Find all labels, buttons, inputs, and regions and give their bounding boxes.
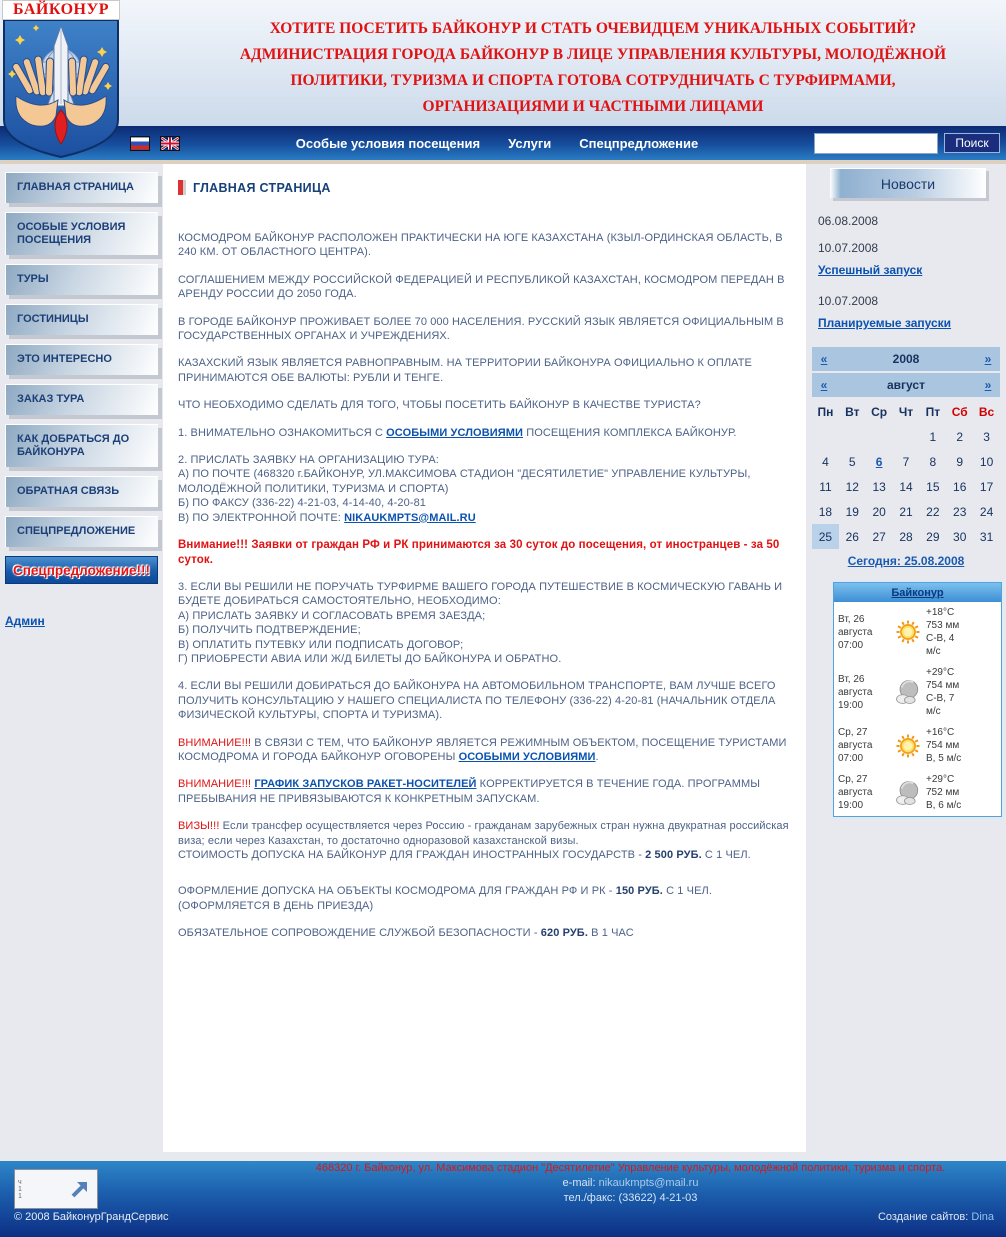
text-run: ВНИМАНИЕ!!!: [178, 778, 252, 791]
page-title: ГЛАВНАЯ СТРАНИЦА: [178, 180, 791, 195]
text-run: 4. ЕСЛИ ВЫ РЕШИЛИ ДОБИРАТЬСЯ ДО БАЙКОНУРА НА АВТОМОБИЛЬНОМ ТРАНСПОРТЕ, ВАМ ЛУЧШЕ ВСЕГО ПОЛУЧИТЬ КОНСУЛЬТАЦИЮ У НАШЕГО СПЕЦИАЛИСТА ПО ТЕЛЕФОНУ (336-22) 4-20-81 (НАЧАЛЬНИК ОТДЕЛА ФИЗИЧЕСКОЙ КУЛЬТУРЫ, СПОРТА И ТУРИЗМА).: [178, 680, 776, 722]
calendar-day-header: Вт: [845, 404, 860, 419]
weather-values: +18°C 753 мм С-В, 4 м/с: [926, 607, 960, 657]
calendar-day-20[interactable]: 20: [872, 504, 886, 519]
text-run: ВИЗЫ!!!: [178, 820, 220, 833]
text-run: Внимание!!! Заявки от граждан РФ и РК принимаются за 30 суток до посещения, от иностранцев - за 50 суток.: [178, 539, 780, 566]
news-list: [818, 214, 1006, 334]
weather-date: Ср, 27 августа 19:00: [838, 774, 873, 811]
paragraph: [178, 736, 791, 765]
calendar-day-13[interactable]: 13: [872, 479, 886, 494]
calendar-empty-cell: [866, 424, 893, 449]
main-content: [163, 164, 806, 1152]
text-run: ОФОРМЛЕНИЕ ДОПУСКА НА ОБЪЕКТЫ КОСМОДРОМА ДЛЯ ГРАЖДАН РФ И РК -: [178, 885, 616, 898]
calendar-day-28[interactable]: 28: [899, 529, 913, 544]
news-date: 10.07.2008: [818, 294, 879, 308]
calendar-day-26[interactable]: 26: [845, 529, 859, 544]
sidebar-item-label: СПЕЦПРЕДЛОЖЕНИЕ: [17, 525, 136, 537]
calendar-day-header: Пт: [925, 404, 941, 419]
calendar-day-21[interactable]: 21: [899, 504, 913, 519]
text-run: Если трансфер осуществляется через Россию - гражданам зарубежных стран нужна двукратная российская виза; если через Казахстан, то достаточно одноразовой казахстанской визы.: [178, 820, 789, 847]
sun-icon: [890, 731, 926, 761]
text-run: В СВЯЗИ С ТЕМ, ЧТО БАЙКОНУР ЯВЛЯЕТСЯ РЕЖИМНЫМ ОБЪЕКТОМ, ПОСЕЩЕНИЕ ТУРИСТАМИ КОСМОДРОМА И ГОРОДА БАЙКОНУР ОГОВОРЕНЫ: [178, 736, 787, 763]
sidebar-item-label: ГЛАВНАЯ СТРАНИЦА: [17, 181, 134, 193]
news-link[interactable]: Планируемые запуски: [818, 316, 952, 330]
text-run: 2 500 РУБ.: [645, 849, 702, 861]
sidebar-menu: [0, 172, 163, 547]
weather-date: Ср, 27 августа 07:00: [838, 727, 873, 764]
text-run: ОБЯЗАТЕЛЬНОЕ СОПРОВОЖДЕНИЕ СЛУЖБОЙ БЕЗОПАСНОСТИ -: [178, 927, 541, 940]
calendar-month-label: август: [887, 378, 925, 392]
sidebar-item-2[interactable]: [5, 212, 158, 255]
calendar-day-19[interactable]: 19: [845, 504, 859, 519]
weather-row: [834, 602, 1001, 662]
text-run: 1. ВНИМАТЕЛЬНО ОЗНАКОМИТЬСЯ С: [178, 426, 387, 439]
calendar-year-label: 2008: [892, 352, 920, 366]
calendar-day-16[interactable]: 16: [953, 479, 967, 494]
calendar-next-year-button[interactable]: »: [984, 352, 992, 366]
calendar-day-30[interactable]: 30: [953, 529, 967, 544]
news-item: [818, 214, 1006, 228]
calendar-day-27[interactable]: 27: [872, 529, 886, 544]
sidebar-item-label: ЗАКАЗ ТУРА: [17, 393, 85, 405]
footer-email: e-mail: nikaukmpts@mail.ru: [562, 1177, 699, 1189]
calendar-day-header: Вс: [978, 404, 995, 419]
weather-row: [834, 769, 1001, 816]
sidebar-item-3[interactable]: [5, 264, 158, 295]
paragraph: [178, 398, 791, 412]
calendar-day-11[interactable]: 11: [819, 479, 832, 494]
calendar-today-link[interactable]: Сегодня: 25.08.2008: [847, 554, 965, 568]
sidebar-item-label: КАК ДОБРАТЬСЯ ДО БАЙКОНУРА: [17, 433, 130, 458]
text-run: 3. ЕСЛИ ВЫ РЕШИЛИ НЕ ПОРУЧАТЬ ТУРФИРМЕ ВАШЕГО ГОРОДА ПУТЕШЕСТВИЕ В КОСМИЧЕСКУЮ ГАВАНЬ И БУДЕТЕ ДОБИРАТЬСЯ САМОСТОЯТЕЛЬНО, НЕОБХОДИМО:: [178, 580, 783, 608]
weather-row: [834, 662, 1001, 722]
calendar-day-header: Чт: [898, 404, 914, 419]
footer-copyright: © 2008 БайконурГрандСервис: [14, 1211, 169, 1223]
weather-values: +16°C 754 мм В, 5 м/с: [926, 727, 962, 764]
sidebar-item-7[interactable]: [5, 424, 158, 467]
paragraph: [178, 679, 791, 722]
calendar-prev-year-button[interactable]: «: [820, 352, 828, 366]
banner-line-4: ОРГАНИЗАЦИЯМИ И ЧАСТНЫМИ ЛИЦАМИ: [422, 98, 764, 115]
paragraph: [178, 315, 791, 344]
header-banner: [0, 0, 1006, 126]
calendar-day-23[interactable]: 23: [953, 504, 967, 519]
calendar-day-22[interactable]: 22: [926, 504, 940, 519]
paragraph: [178, 926, 791, 940]
calendar-day-4[interactable]: 4: [822, 454, 829, 469]
footer-phone: тел./факс: (33622) 4-21-03: [563, 1192, 698, 1204]
weather-header: [834, 583, 1001, 602]
text-link[interactable]: ОСОБЫМИ УСЛОВИЯМИ: [458, 750, 596, 763]
calendar-day-1[interactable]: 1: [929, 429, 937, 444]
weather-widget: [833, 582, 1002, 817]
text-run: КОРРЕКТИРУЕТСЯ В ТЕЧЕНИЕ ГОДА. ПРОГРАММЫ ПРЕБЫВАНИЯ НЕ ПРИВЯЗЫВАЮТСЯ К КОНКРЕТНЫМ ЗАПУСКАМ.: [178, 778, 761, 805]
calendar-day-6[interactable]: [866, 449, 893, 474]
body-row: [0, 164, 1006, 1152]
sidebar-item-6[interactable]: [5, 384, 158, 415]
sidebar-item-label: ТУРЫ: [17, 273, 49, 285]
text-run: СОГЛАШЕНИЕМ МЕЖДУ РОССИЙСКОЙ ФЕДЕРАЦИЕЙ И РЕСПУБЛИКОЙ КАЗАХСТАН, КОСМОДРОМ ПЕРЕДАН В АРЕНДУ РОССИИ ДО 2050 ГОДА.: [178, 273, 785, 301]
text-run: КОСМОДРОМ БАЙКОНУР РАСПОЛОЖЕН ПРАКТИЧЕСКИ НА ЮГЕ КАЗАХСТАНА (КЗЫЛ-ОРДИНСКАЯ ОБЛАСТЬ, В 240 КМ. ОТ ОБЛАСТНОГО ЦЕНТРА).: [178, 232, 783, 259]
calendar-day-header: Пн: [817, 404, 834, 419]
calendar-day-header: Сб: [951, 404, 968, 419]
baikonur-emblem-icon: [2, 20, 120, 158]
text-run: 2. ПРИСЛАТЬ ЗАЯВКУ НА ОРГАНИЗАЦИЮ ТУРА:: [178, 454, 439, 467]
sidebar-item-5[interactable]: [5, 344, 158, 375]
text-run: ЧТО НЕОБХОДИМО СДЕЛАТЬ ДЛЯ ТОГО, ЧТОБЫ ПОСЕТИТЬ БАЙКОНУР В КАЧЕСТВЕ ТУРИСТА?: [178, 399, 701, 412]
news-date: 06.08.2008: [818, 214, 879, 228]
footer-address: 468320 г. Байконур, ул. Максимова стадион "Десятилетие" Управление культуры, молодёжной политики, туризма и спорта.: [315, 1162, 946, 1174]
weather-values: +29°C 754 мм С-В, 7 м/с: [926, 667, 960, 717]
paragraph: [178, 453, 791, 525]
calendar-day-15[interactable]: 15: [926, 479, 940, 494]
paragraph: [178, 231, 791, 260]
calendar-empty-cell: [839, 424, 866, 449]
text-run: А) ПРИСЛАТЬ ЗАЯВКУ И СОГЛАСОВАТЬ ВРЕМЯ ЗАЕЗДА;: [178, 609, 486, 622]
text-run: 150 РУБ.: [615, 885, 663, 898]
admin-link[interactable]: Админ: [5, 614, 45, 628]
text-run: СТОИМОСТЬ ДОПУСКА НА БАЙКОНУР ДЛЯ ГРАЖДАН ИНОСТРАННЫХ ГОСУДАРСТВ -: [178, 849, 646, 861]
paragraph: [178, 356, 791, 385]
search-button[interactable]: Поиск: [944, 133, 1000, 153]
footer-contacts: [265, 1161, 996, 1206]
banner-text: [200, 16, 986, 120]
weather-rows: [834, 602, 1001, 816]
calendar-day-2[interactable]: 2: [956, 429, 964, 444]
flag-ru-icon[interactable]: [130, 136, 150, 151]
right-sidebar: [806, 164, 1006, 1152]
sidebar-item-4[interactable]: [5, 304, 158, 335]
text-run: В 1 ЧАС: [587, 927, 634, 940]
text-link[interactable]: NIKAUKMPTS@MAIL.RU: [344, 511, 476, 524]
weather-city-link[interactable]: Байконур: [891, 586, 944, 599]
text-run: Г) ПРИОБРЕСТИ АВИА ИЛИ Ж/Д БИЛЕТЫ ДО БАЙКОНУРА И ОБРАТНО.: [178, 652, 562, 665]
text-run: 620 РУБ.: [540, 927, 588, 940]
weather-date: Вт, 26 августа 07:00: [838, 613, 873, 651]
text-run: А) ПО ПОЧТЕ (468320 г.БАЙКОНУР, УЛ.МАКСИМОВА СТАДИОН "ДЕСЯТИЛЕТИЕ" УПРАВЛЕНИЕ КУЛЬТУРЫ, МОЛОДЁЖНОЙ ПОЛИТИКИ, ТУРИЗМА И СПОРТА): [178, 468, 751, 495]
text-run: Б) ПО ФАКСУ (336-22) 4-21-03, 4-14-40, 4-20-81: [178, 497, 427, 510]
footer-credit: Создание сайтов: Dina: [877, 1211, 994, 1223]
text-run: С 1 ЧЕЛ. (ОФОРМЛЯЕТСЯ В ДЕНЬ ПРИЕЗДА): [178, 885, 713, 912]
nav-item-3[interactable]: Спецпредложение: [579, 135, 699, 151]
left-sidebar: [0, 164, 163, 1152]
weather-row: [834, 722, 1001, 769]
search-input[interactable]: [814, 133, 938, 154]
news-link[interactable]: Успешный запуск: [818, 263, 923, 277]
calendar-day-31[interactable]: 31: [979, 529, 994, 544]
paragraph: [178, 884, 791, 913]
text-link[interactable]: ОСОБЫМИ УСЛОВИЯМИ: [386, 426, 524, 439]
text-run: КАЗАХСКИЙ ЯЗЫК ЯВЛЯЕТСЯ РАВНОПРАВНЫМ. НА ТЕРРИТОРИИ БАЙКОНУРА ОФИЦИАЛЬНО К ОПЛАТЕ ПРИНИМАЮТСЯ ОБЕ ВАЛЮТЫ: РУБЛИ И ТЕНГЕ.: [178, 357, 752, 384]
text-link[interactable]: ГРАФИК ЗАПУСКОВ РАКЕТ-НОСИТЕЛЕЙ: [254, 778, 477, 791]
banner-line-3: ПОЛИТИКИ, ТУРИЗМА И СПОРТА ГОТОВА СОТРУДНИЧАТЬ С ТУРФИРМАМИ,: [290, 72, 896, 89]
logo-title: БАЙКОНУР: [2, 0, 120, 20]
nav-item-1[interactable]: Особые условия посещения: [295, 135, 481, 151]
calendar-next-month-button[interactable]: »: [984, 378, 992, 392]
footer: [0, 1161, 1006, 1237]
news-header: Новости: [830, 168, 986, 198]
text-run: С 1 ЧЕЛ.: [701, 849, 751, 861]
sidebar-item-9[interactable]: [5, 516, 158, 547]
visit-counter[interactable]: [14, 1169, 98, 1209]
paragraph: [178, 777, 791, 806]
sidebar-item-label: ОБРАТНАЯ СВЯЗЬ: [17, 485, 120, 497]
flag-uk-icon[interactable]: [160, 136, 180, 151]
nav-menu: [180, 136, 814, 151]
calendar-widget: [812, 347, 1000, 568]
footer-credit-link[interactable]: Dina: [971, 1211, 994, 1223]
calendar-day-18[interactable]: 18: [818, 504, 833, 519]
calendar-day-14[interactable]: 14: [899, 479, 913, 494]
calendar-event-day-link[interactable]: 6: [875, 454, 883, 469]
text-run: В) ПО ЭЛЕКТРОННОЙ ПОЧТЕ:: [178, 511, 345, 524]
counter-digits: ч 1 1: [18, 1178, 22, 1200]
language-switcher: [130, 136, 180, 151]
night-cloud-icon: [890, 677, 926, 707]
calendar-day-29[interactable]: 29: [926, 529, 940, 544]
weather-values: +29°C 752 мм В, 6 м/с: [926, 774, 962, 811]
news-item: [818, 241, 1006, 281]
calendar-day-3[interactable]: 3: [983, 429, 990, 444]
search-area: [814, 133, 1000, 154]
calendar-day-5[interactable]: 5: [848, 454, 856, 469]
news-item: [818, 294, 1006, 334]
text-run: .: [595, 750, 599, 763]
nav-item-2[interactable]: Услуги: [508, 135, 552, 151]
sidebar-item-label: ОСОБЫЕ УСЛОВИЯ ПОСЕЩЕНИЯ: [17, 221, 126, 246]
sidebar-item-8[interactable]: [5, 476, 158, 507]
banner-line-1: ХОТИТЕ ПОСЕТИТЬ БАЙКОНУР И СТАТЬ ОЧЕВИДЦЕМ УНИКАЛЬНЫХ СОБЫТИЙ?: [269, 20, 917, 37]
paragraph: [178, 580, 791, 666]
calendar-day-9[interactable]: 9: [956, 454, 964, 469]
weather-date: Вт, 26 августа 19:00: [838, 673, 873, 711]
banner-line-2: АДМИНИСТРАЦИЯ ГОРОДА БАЙКОНУР В ЛИЦЕ УПРАВЛЕНИЯ КУЛЬТУРЫ, МОЛОДЁЖНОЙ: [239, 46, 947, 63]
site-logo[interactable]: [2, 0, 120, 158]
arrow-up-right-icon: [69, 1178, 91, 1200]
text-run: В ГОРОДЕ БАЙКОНУР ПРОЖИВАЕТ БОЛЕЕ 70 000 НАСЕЛЕНИЯ. РУССКИЙ ЯЗЫК ЯВЛЯЕТСЯ ОФИЦИАЛЬНЫМ В ГОСУДАРСТВЕННЫХ ОРГАНАХ И УЧРЕЖДЕНИЯХ.: [178, 315, 784, 343]
calendar-day-25[interactable]: 25: [812, 524, 839, 549]
calendar-grid: [812, 399, 1000, 549]
special-offer-banner[interactable]: Спецпредложение!!!: [5, 556, 158, 584]
calendar-empty-cell: [812, 424, 839, 449]
text-run: Б) ПОЛУЧИТЬ ПОДТВЕРЖДЕНИЕ;: [178, 624, 361, 637]
sidebar-item-label: ЭТО ИНТЕРЕСНО: [17, 353, 112, 365]
calendar-day-17[interactable]: 17: [979, 479, 994, 494]
content-blocks: [178, 231, 791, 941]
paragraph: [178, 819, 791, 862]
calendar-day-7[interactable]: 7: [902, 454, 910, 469]
footer-email-link[interactable]: nikaukmpts@mail.ru: [598, 1177, 699, 1189]
calendar-day-8[interactable]: 8: [929, 454, 937, 469]
sun-icon: [890, 617, 926, 647]
sidebar-item-1[interactable]: [5, 172, 158, 203]
title-marker-icon: [178, 180, 186, 195]
text-run: В) ОПЛАТИТЬ ПУТЕВКУ ИЛИ ПОДПИСАТЬ ДОГОВОР;: [178, 638, 464, 651]
calendar-prev-month-button[interactable]: «: [820, 378, 828, 392]
calendar-month-row: [812, 373, 1000, 397]
calendar-year-row: [812, 347, 1000, 371]
calendar-day-header: Ср: [871, 404, 888, 419]
text-run: ВНИМАНИЕ!!!: [178, 736, 252, 749]
calendar-empty-cell: [893, 424, 920, 449]
paragraph: [178, 273, 791, 302]
paragraph: [178, 426, 791, 440]
top-navbar: [0, 126, 1006, 160]
text-run: ПОСЕЩЕНИЯ КОМПЛЕКСА БАЙКОНУР.: [523, 426, 737, 439]
calendar-day-12[interactable]: 12: [845, 479, 859, 494]
night-cloud-icon: [890, 778, 926, 808]
calendar-day-10[interactable]: 10: [979, 454, 994, 469]
news-date: 10.07.2008: [818, 241, 879, 255]
calendar-day-24[interactable]: 24: [979, 504, 994, 519]
paragraph: [178, 538, 791, 567]
sidebar-item-label: ГОСТИНИЦЫ: [17, 313, 89, 325]
